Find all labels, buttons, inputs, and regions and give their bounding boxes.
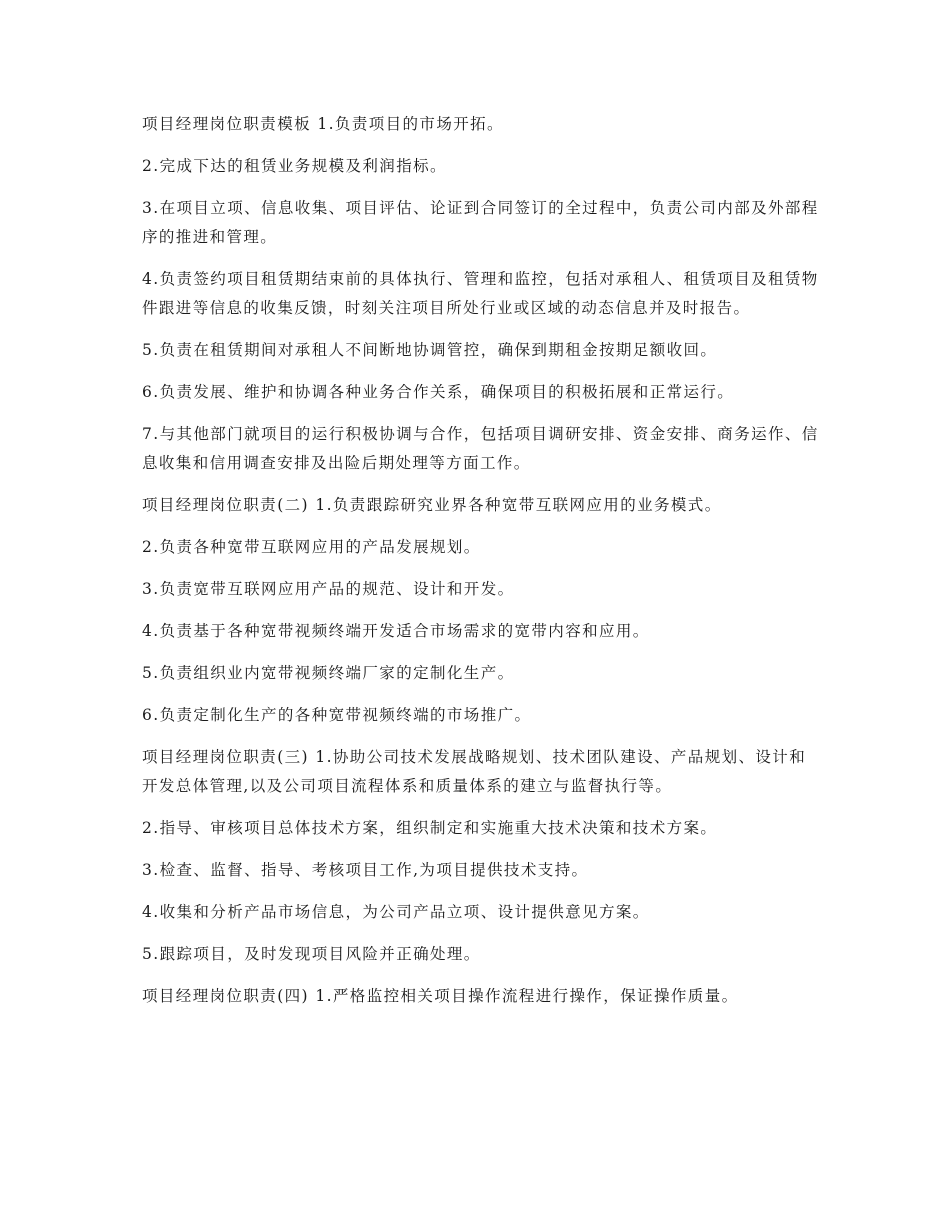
section-heading-paragraph: 项目经理岗位职责(二) 1.负责跟踪研究业界各种宽带互联网应用的业务模式。 xyxy=(142,496,722,514)
paragraph: 2.指导、审核项目总体技术方案，组织制定和实施重大技术决策和技术方案。 xyxy=(142,819,718,837)
paragraph: 4.负责签约项目租赁期结束前的具体执行、管理和监控，包括对承租人、租赁项目及租赁物件跟进等信息的收集反馈，时刻关注项目所处行业或区域的动态信息并及时报告。 xyxy=(142,270,819,317)
paragraph: 2.负责各种宽带互联网应用的产品发展规划。 xyxy=(142,538,481,556)
paragraph: 3.在项目立项、信息收集、项目评估、论证到合同签订的全过程中，负责公司内部及外部程序的推进和管理。 xyxy=(142,199,819,246)
section-heading-paragraph: 项目经理岗位职责(四) 1.严格监控相关项目操作流程进行操作，保证操作质量。 xyxy=(142,987,739,1005)
section-heading-paragraph: 项目经理岗位职责(三) 1.协助公司技术发展战略规划、技术团队建设、产品规划、设计和开发总体管理,以及公司项目流程体系和质量体系的建立与监督执行等。 xyxy=(142,748,807,795)
paragraph: 2.完成下达的租赁业务规模及利润指标。 xyxy=(142,157,447,175)
paragraph: 5.负责在租赁期间对承租人不间断地协调管控，确保到期租金按期足额收回。 xyxy=(142,341,718,359)
paragraph: 3.检查、监督、指导、考核项目工作,为项目提供技术支持。 xyxy=(142,861,589,879)
paragraph: 5.跟踪项目，及时发现项目风险并正确处理。 xyxy=(142,945,481,963)
document-body xyxy=(142,110,822,1024)
paragraph: 6.负责发展、维护和协调各种业务合作关系，确保项目的积极拓展和正常运行。 xyxy=(142,383,735,401)
paragraph: 3.负责宽带互联网应用产品的规范、设计和开发。 xyxy=(142,580,515,598)
paragraph: 4.收集和分析产品市场信息，为公司产品立项、设计提供意见方案。 xyxy=(142,903,650,921)
paragraph: 5.负责组织业内宽带视频终端厂家的定制化生产。 xyxy=(142,664,515,682)
paragraph: 4.负责基于各种宽带视频终端开发适合市场需求的宽带内容和应用。 xyxy=(142,622,650,640)
paragraph: 6.负责定制化生产的各种宽带视频终端的市场推广。 xyxy=(142,706,532,724)
paragraph: 7.与其他部门就项目的运行积极协调与合作，包括项目调研安排、资金安排、商务运作、信息收集和信用调查安排及出险后期处理等方面工作。 xyxy=(142,425,819,472)
paragraph: 项目经理岗位职责模板 1.负责项目的市场开拓。 xyxy=(142,115,504,133)
